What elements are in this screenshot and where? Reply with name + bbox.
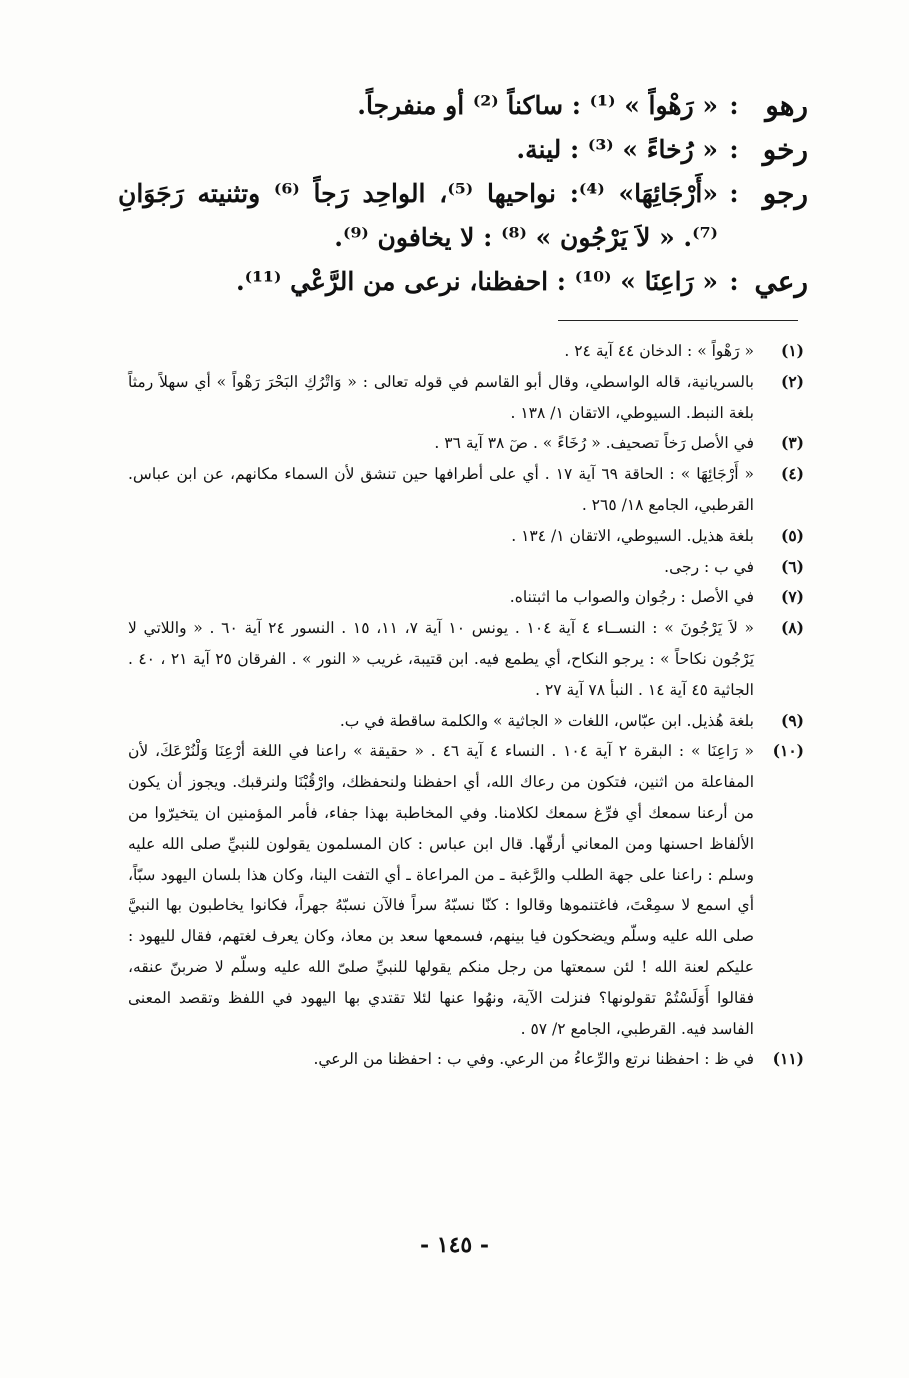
footnote-text: بلغة هُذيل. ابن عبّاس، اللغات « الجاثية » والكلمة ساقطة في ب. xyxy=(339,711,754,730)
entry-rahw xyxy=(118,84,808,128)
entry-root: رعي xyxy=(754,265,808,298)
footnote xyxy=(128,736,804,1044)
footnote-text: « لاَ يَرْجُونَ » : النســاء ٤ آية ١٠٤ . يونس ١٠ آية ٧، ١١، ١٥ . النسور ٢٤ آية ٦٠ . « واللاتي لا يَرْجُون نكاحاً » : يرجو النكاح، أي يطمع فيه. ابن قتيبة، غريب « النور » . الفرقان ٢٥ آية ٢١ ، ٤٠ . الجاثية ٤٥ آية ١٤ . النبأ ٧٨ آية ٢٧ . xyxy=(128,619,755,699)
footnote-number: (١٠) xyxy=(772,741,804,761)
footnote-number: (٦) xyxy=(780,556,804,576)
footnote-text: بلغة هذيل. السيوطي، الاتقان ١/ ١٣٤ . xyxy=(511,526,754,545)
entry-separator: : xyxy=(729,91,739,120)
footnote-number: (١) xyxy=(780,341,804,360)
entry-definition: «أَرْجَائِهَا» ⁽⁴⁾: نواحيها ⁽⁵⁾، الواحِد رَجاً ⁽⁶⁾ وتثنيته رَجَوَانِ ⁽⁷⁾. « لاَ يَرْجُون » ⁽⁸⁾ : لا يخافون ⁽⁹⁾. xyxy=(118,179,718,252)
entry-root: رخو xyxy=(762,133,808,166)
footnote-number: (٤) xyxy=(780,464,804,484)
glossary-entries xyxy=(118,84,808,304)
entry-rakhw xyxy=(118,128,808,172)
entry-rajw xyxy=(118,172,808,260)
footnote-divider xyxy=(558,320,798,321)
footnote-text: « رَاعِنَا » : البقرة ٢ آية ١٠٤ . النساء ٤ آية ٤٦ . « حقيقة » راعنا في اللغة أرْعِنَا وَلْنُرْعَكَ، لأن المفاعلة من اثنين، فتكون من رعاك الله، أي احفظنا ولنحفظك، وارْقُبْنَا ولنرقبك. ويجوز أن يكون من أرعنا سمعك أي فرِّغ سمعك لكلامنا. وفي المخاطبة بهذا جفاء، فأمر المؤمنين ان يتخيرّوا من الألفاظ احسنها ومن المعاني أرقّها. قال ابن عباس : كان المسلمون يقولون للنبيِّ صلى الله عليه وسلم : راعنا على جهة الطلب والرَّغبة ـ من المراعاة ـ أي التفت الينا، وكان هذا بلسان اليهود سبّاً، أي اسمع لا سمِعْتَ، فاغتنموها وقالوا : كنّا نسبّهُ سراً فالآن نسبّهُ جهراً، فكانوا يخاطبون بها النبيَّ صلى الله عليه وسلّم ويضحكون فيا بينهم، فسمعها سعد بن معاذ، وكان يعرف لغتهم، فقال لليهود : عليكم لعنة الله ! لئن سمعتها من رجل منكم يقولها للنبيِّ صلىّ الله عليه وسلّم لا ضربنّ عنقه، فقالوا أَوَلَسْتُمْ تقولونها؟ فنزلت الآية، ونهُوا عنها لئلا تقتدي بها اليهود في اللفظ وتقصد المعنى الفاسد فيه. القرطبي، الجامع ٢/ ٥٧ . xyxy=(128,742,755,1038)
footnote-number: (٥) xyxy=(780,525,804,545)
footnote xyxy=(128,459,804,521)
footnote-text: في ظ : احفظنا نرتع والرِّعاءُ من الرعي. وفي ب : احفظنا من الرعي. xyxy=(313,1050,754,1069)
entry-definition: « رَهْواً » ⁽¹⁾ : ساكناً ⁽²⁾ أو منفرجاً. xyxy=(357,91,718,120)
footnote xyxy=(128,428,804,459)
footnote-text: في الأصل : رجُوان والصواب ما اثبتناه. xyxy=(509,588,754,607)
entry-separator: : xyxy=(729,179,739,208)
footnote-number: (١١) xyxy=(772,1049,804,1069)
entry-rai xyxy=(118,260,808,304)
footnote-text: بالسريانية، قاله الواسطي، وقال أبو القاسم في قوله تعالى : « وَاتْرُكِ البَحْرَ رَهْواً » أي سهلاً رمثاً بلغة النبط. السيوطي، الاتقان ١/ ١٣٨ . xyxy=(128,372,754,422)
entry-root: رهو xyxy=(765,89,808,122)
entry-definition: « رَاعِنَا » ⁽¹⁰⁾ : احفظنا، نرعى من الرَّعْي ⁽¹¹⁾. xyxy=(235,267,718,296)
entry-definition: « رُخاءً » ⁽³⁾ : لينة. xyxy=(516,135,718,164)
footnote xyxy=(128,706,804,737)
footnote-number: (٢) xyxy=(780,371,804,391)
entry-root: رجو xyxy=(762,177,808,210)
entry-separator: : xyxy=(729,267,739,296)
footnote-number: (٩) xyxy=(780,710,804,730)
footnote-text: في الأصل رَخاً تصحيف. « رُخَاءً » . صٓ ٣٨ آية ٣٦ . xyxy=(434,434,754,453)
page-number: - ١٤٥ - xyxy=(419,1232,490,1258)
footnote xyxy=(128,613,804,705)
footnote-text: « أَرْجَائِهَا » : الحاقة ٦٩ آية ١٧ . أي على أطرافها حين تنشق لأن السماء مكانهم، عن ابن عباس. القرطبي، الجامع ١٨/ ٢٦٥ . xyxy=(128,465,754,514)
footnote xyxy=(128,367,804,429)
footnote xyxy=(128,521,804,552)
footnote xyxy=(128,1044,804,1075)
footnote-number: (٨) xyxy=(780,618,804,638)
footnote-number: (٧) xyxy=(780,587,804,607)
entry-separator: : xyxy=(729,135,739,164)
footnote xyxy=(128,552,804,583)
footnotes xyxy=(128,336,804,1075)
footnote-text: في ب : رجى. xyxy=(664,557,754,576)
footnote-number: (٣) xyxy=(780,433,804,453)
footnote xyxy=(128,582,804,613)
footnote xyxy=(128,336,804,367)
footnote-text: « رَهْواً » : الدخان ٤٤ آية ٢٤ . xyxy=(564,342,754,360)
